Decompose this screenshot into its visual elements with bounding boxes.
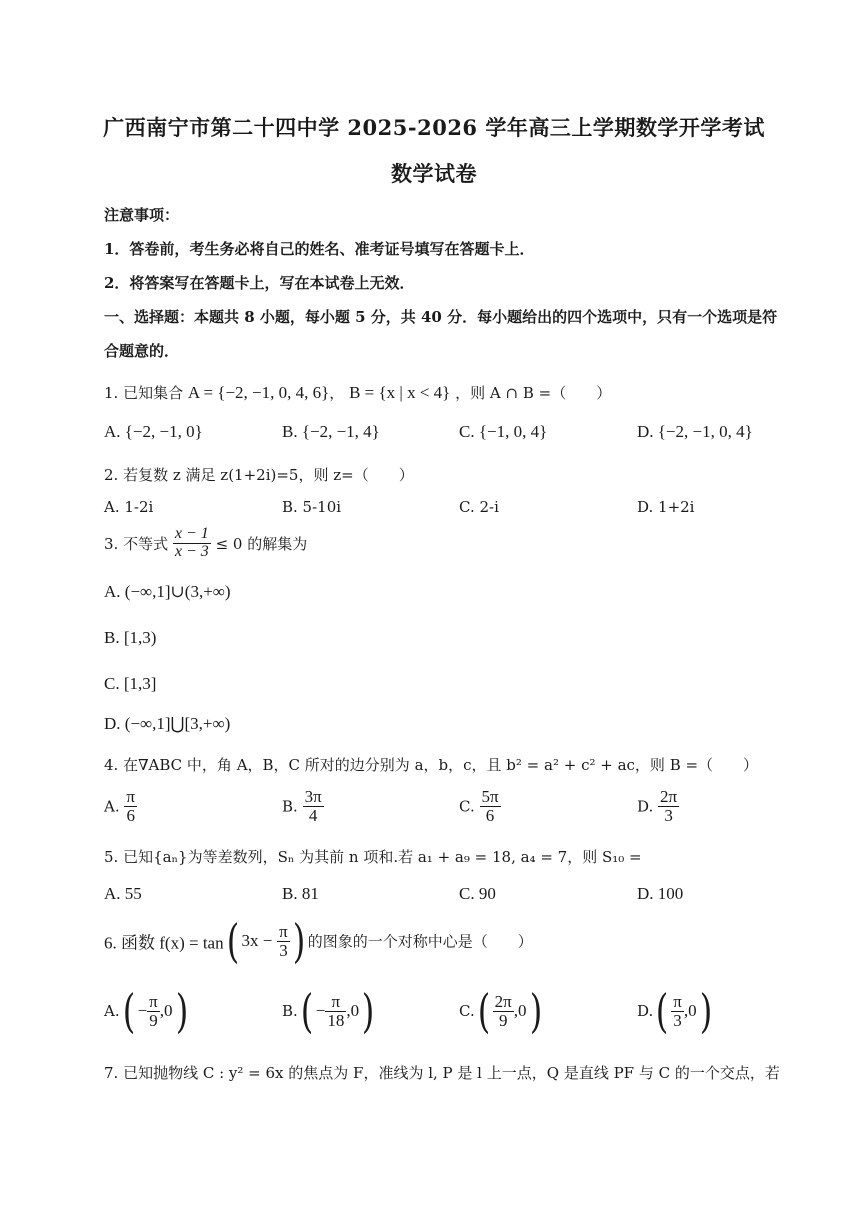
fraction-denominator: 6 bbox=[485, 805, 495, 825]
question-3-prefix: 3. 不等式 bbox=[104, 534, 169, 553]
notice-item-1: 1．答卷前，考生务必将自己的姓名、准考证号填写在答题卡上． bbox=[104, 240, 535, 258]
option-label: C. bbox=[459, 1002, 475, 1020]
question-3-option-d: D. (−∞,1]⋃[3,+∞) bbox=[104, 714, 231, 733]
question-4-option-c bbox=[459, 788, 501, 825]
sign: − bbox=[315, 1001, 326, 1020]
question-6-fraction bbox=[277, 923, 290, 960]
left-paren: ( bbox=[655, 984, 669, 1038]
question-4-option-d bbox=[637, 788, 679, 825]
question-5-option-d: D. 100 bbox=[637, 884, 684, 903]
question-2-option-d: D. 1+2i bbox=[637, 498, 695, 516]
fraction-numerator: 2π bbox=[660, 787, 678, 806]
notice-item-2: 2．将答案写在答题卡上，写在本试卷上无效． bbox=[104, 274, 415, 292]
question-3-stem bbox=[104, 526, 307, 561]
option-fraction bbox=[493, 993, 514, 1030]
question-3-numerator: x − 1 bbox=[174, 525, 209, 542]
question-6-option-d bbox=[637, 984, 715, 1038]
left-paren: ( bbox=[477, 984, 490, 1038]
option-label: D. bbox=[637, 1002, 654, 1020]
option-label: D. bbox=[637, 797, 654, 816]
fraction-numerator: π bbox=[126, 787, 135, 806]
fraction-numerator: π bbox=[149, 991, 158, 1011]
question-3-option-a: A. (−∞,1]∪(3,+∞) bbox=[104, 582, 231, 601]
question-1-option-a: A. {−2, −1, 0} bbox=[104, 422, 203, 441]
left-paren: ( bbox=[226, 914, 239, 968]
right-paren: ) bbox=[292, 914, 306, 968]
option-label: A. bbox=[104, 797, 120, 816]
question-6-stem bbox=[104, 914, 533, 968]
question-1-option-b: B. {−2, −1, 4} bbox=[282, 422, 380, 441]
option-fraction bbox=[124, 788, 137, 825]
question-5-stem: 5. 已知{aₙ}为等差数列，Sₙ 为其前 n 项和.若 a₁ + a₉ = 18, a₄ = 7，则 S₁₀ = bbox=[104, 848, 642, 866]
question-1-prefix: 1. 已知集合 bbox=[104, 384, 184, 402]
question-6-option-b bbox=[282, 984, 377, 1038]
question-1-suffix: ，则 A ∩ B =（ ） bbox=[455, 384, 612, 402]
right-paren: ) bbox=[361, 984, 375, 1038]
fraction-denominator: 9 bbox=[149, 1010, 158, 1030]
section1-instructions-line2: 合题意的． bbox=[104, 342, 180, 360]
option-fraction bbox=[480, 788, 501, 825]
notice-heading: 注意事项： bbox=[104, 206, 180, 224]
tail: ,0 bbox=[683, 1001, 697, 1020]
question-2-stem: 2. 若复数 z 满足 z(1+2i)=5，则 z=（ ） bbox=[104, 466, 414, 484]
question-1-stem bbox=[104, 382, 611, 403]
fraction-denominator: 3 bbox=[279, 940, 288, 960]
question-3-suffix: ≤ 0 的解集为 bbox=[215, 534, 308, 553]
option-fraction bbox=[671, 993, 684, 1030]
fraction-numerator: 2π bbox=[494, 991, 512, 1011]
fraction-numerator: π bbox=[325, 993, 346, 1012]
option-fraction bbox=[325, 993, 346, 1030]
section1-instructions-line1: 一、选择题：本题共 8 小题，每小题 5 分，共 40 分．每小题给出的四个选项中，只有一个选项是符 bbox=[104, 308, 778, 326]
option-label: A. bbox=[104, 1002, 120, 1020]
fraction-denominator: 6 bbox=[126, 805, 135, 825]
question-1-comma: ， bbox=[329, 384, 345, 402]
fraction-denominator: 3 bbox=[664, 805, 673, 825]
question-1-set-b: B = {x | x < 4} bbox=[349, 383, 451, 402]
right-paren: ) bbox=[175, 984, 188, 1038]
fraction-denominator: 4 bbox=[308, 805, 318, 825]
question-3-option-b: B. [1,3) bbox=[104, 628, 157, 647]
question-3-option-c: C. [1,3] bbox=[104, 674, 157, 693]
tail: ,0 bbox=[159, 1001, 173, 1020]
option-label: B. bbox=[282, 797, 298, 816]
question-6-option-c bbox=[459, 984, 544, 1038]
question-5-option-b: B. 81 bbox=[282, 884, 319, 903]
option-fraction bbox=[658, 788, 679, 825]
question-1-option-d: D. {−2, −1, 0, 4} bbox=[637, 422, 753, 441]
right-paren: ) bbox=[529, 984, 542, 1038]
fraction-numerator: π bbox=[279, 921, 288, 941]
question-4-option-b bbox=[282, 788, 324, 825]
fraction-denominator: 18 bbox=[327, 1010, 345, 1030]
tail: ,0 bbox=[513, 1001, 527, 1020]
question-6-option-a bbox=[104, 984, 190, 1038]
option-fraction bbox=[147, 993, 160, 1030]
question-3-fraction bbox=[173, 526, 211, 561]
question-2-option-a: A. 1-2i bbox=[104, 498, 154, 516]
left-paren: ( bbox=[122, 984, 135, 1038]
question-1-set-a: A = {−2, −1, 0, 4, 6} bbox=[187, 383, 330, 402]
exam-title-line1: 广西南宁市第二十四中学 2025-2026 学年高三上学期数学开学考试 bbox=[103, 115, 765, 140]
option-label: C. bbox=[459, 797, 475, 816]
question-6-inner: 3x − bbox=[241, 931, 273, 950]
question-4-stem: 4. 在∇ABC 中，角 A，B，C 所对的边分别为 a，b，c，且 b² = a² + c² + ac，则 B =（ ） bbox=[104, 756, 759, 774]
sign: − bbox=[137, 1001, 148, 1020]
question-5-option-c: C. 90 bbox=[459, 884, 496, 903]
question-4-option-a bbox=[104, 788, 137, 825]
right-paren: ) bbox=[699, 984, 712, 1038]
fraction-numerator: 5π bbox=[481, 787, 499, 806]
question-6-suffix: 的图象的一个对称中心是（ ） bbox=[307, 932, 533, 951]
question-2-option-b: B. 5-10i bbox=[282, 498, 342, 516]
fraction-numerator: 3π bbox=[304, 787, 322, 806]
question-3-denominator: x − 3 bbox=[174, 542, 209, 560]
option-fraction bbox=[303, 788, 324, 825]
tail: ,0 bbox=[346, 1001, 360, 1020]
fraction-numerator: π bbox=[673, 991, 682, 1011]
question-6-prefix: 6. 函数 f(x) = tan bbox=[104, 933, 224, 953]
fraction-denominator: 3 bbox=[673, 1010, 682, 1030]
question-5-option-a: A. 55 bbox=[104, 884, 142, 903]
exam-title-line2: 数学试卷 bbox=[391, 161, 477, 186]
fraction-denominator: 9 bbox=[498, 1010, 508, 1030]
question-1-option-c: C. {−1, 0, 4} bbox=[459, 422, 548, 441]
option-label: B. bbox=[282, 1002, 298, 1020]
left-paren: ( bbox=[300, 984, 314, 1038]
question-7-stem: 7. 已知抛物线 C : y² = 6x 的焦点为 F，准线为 l, P 是 l 上一点，Q 是直线 PF 与 C 的一个交点，若 bbox=[104, 1064, 780, 1082]
question-2-option-c: C. 2-i bbox=[459, 498, 499, 516]
